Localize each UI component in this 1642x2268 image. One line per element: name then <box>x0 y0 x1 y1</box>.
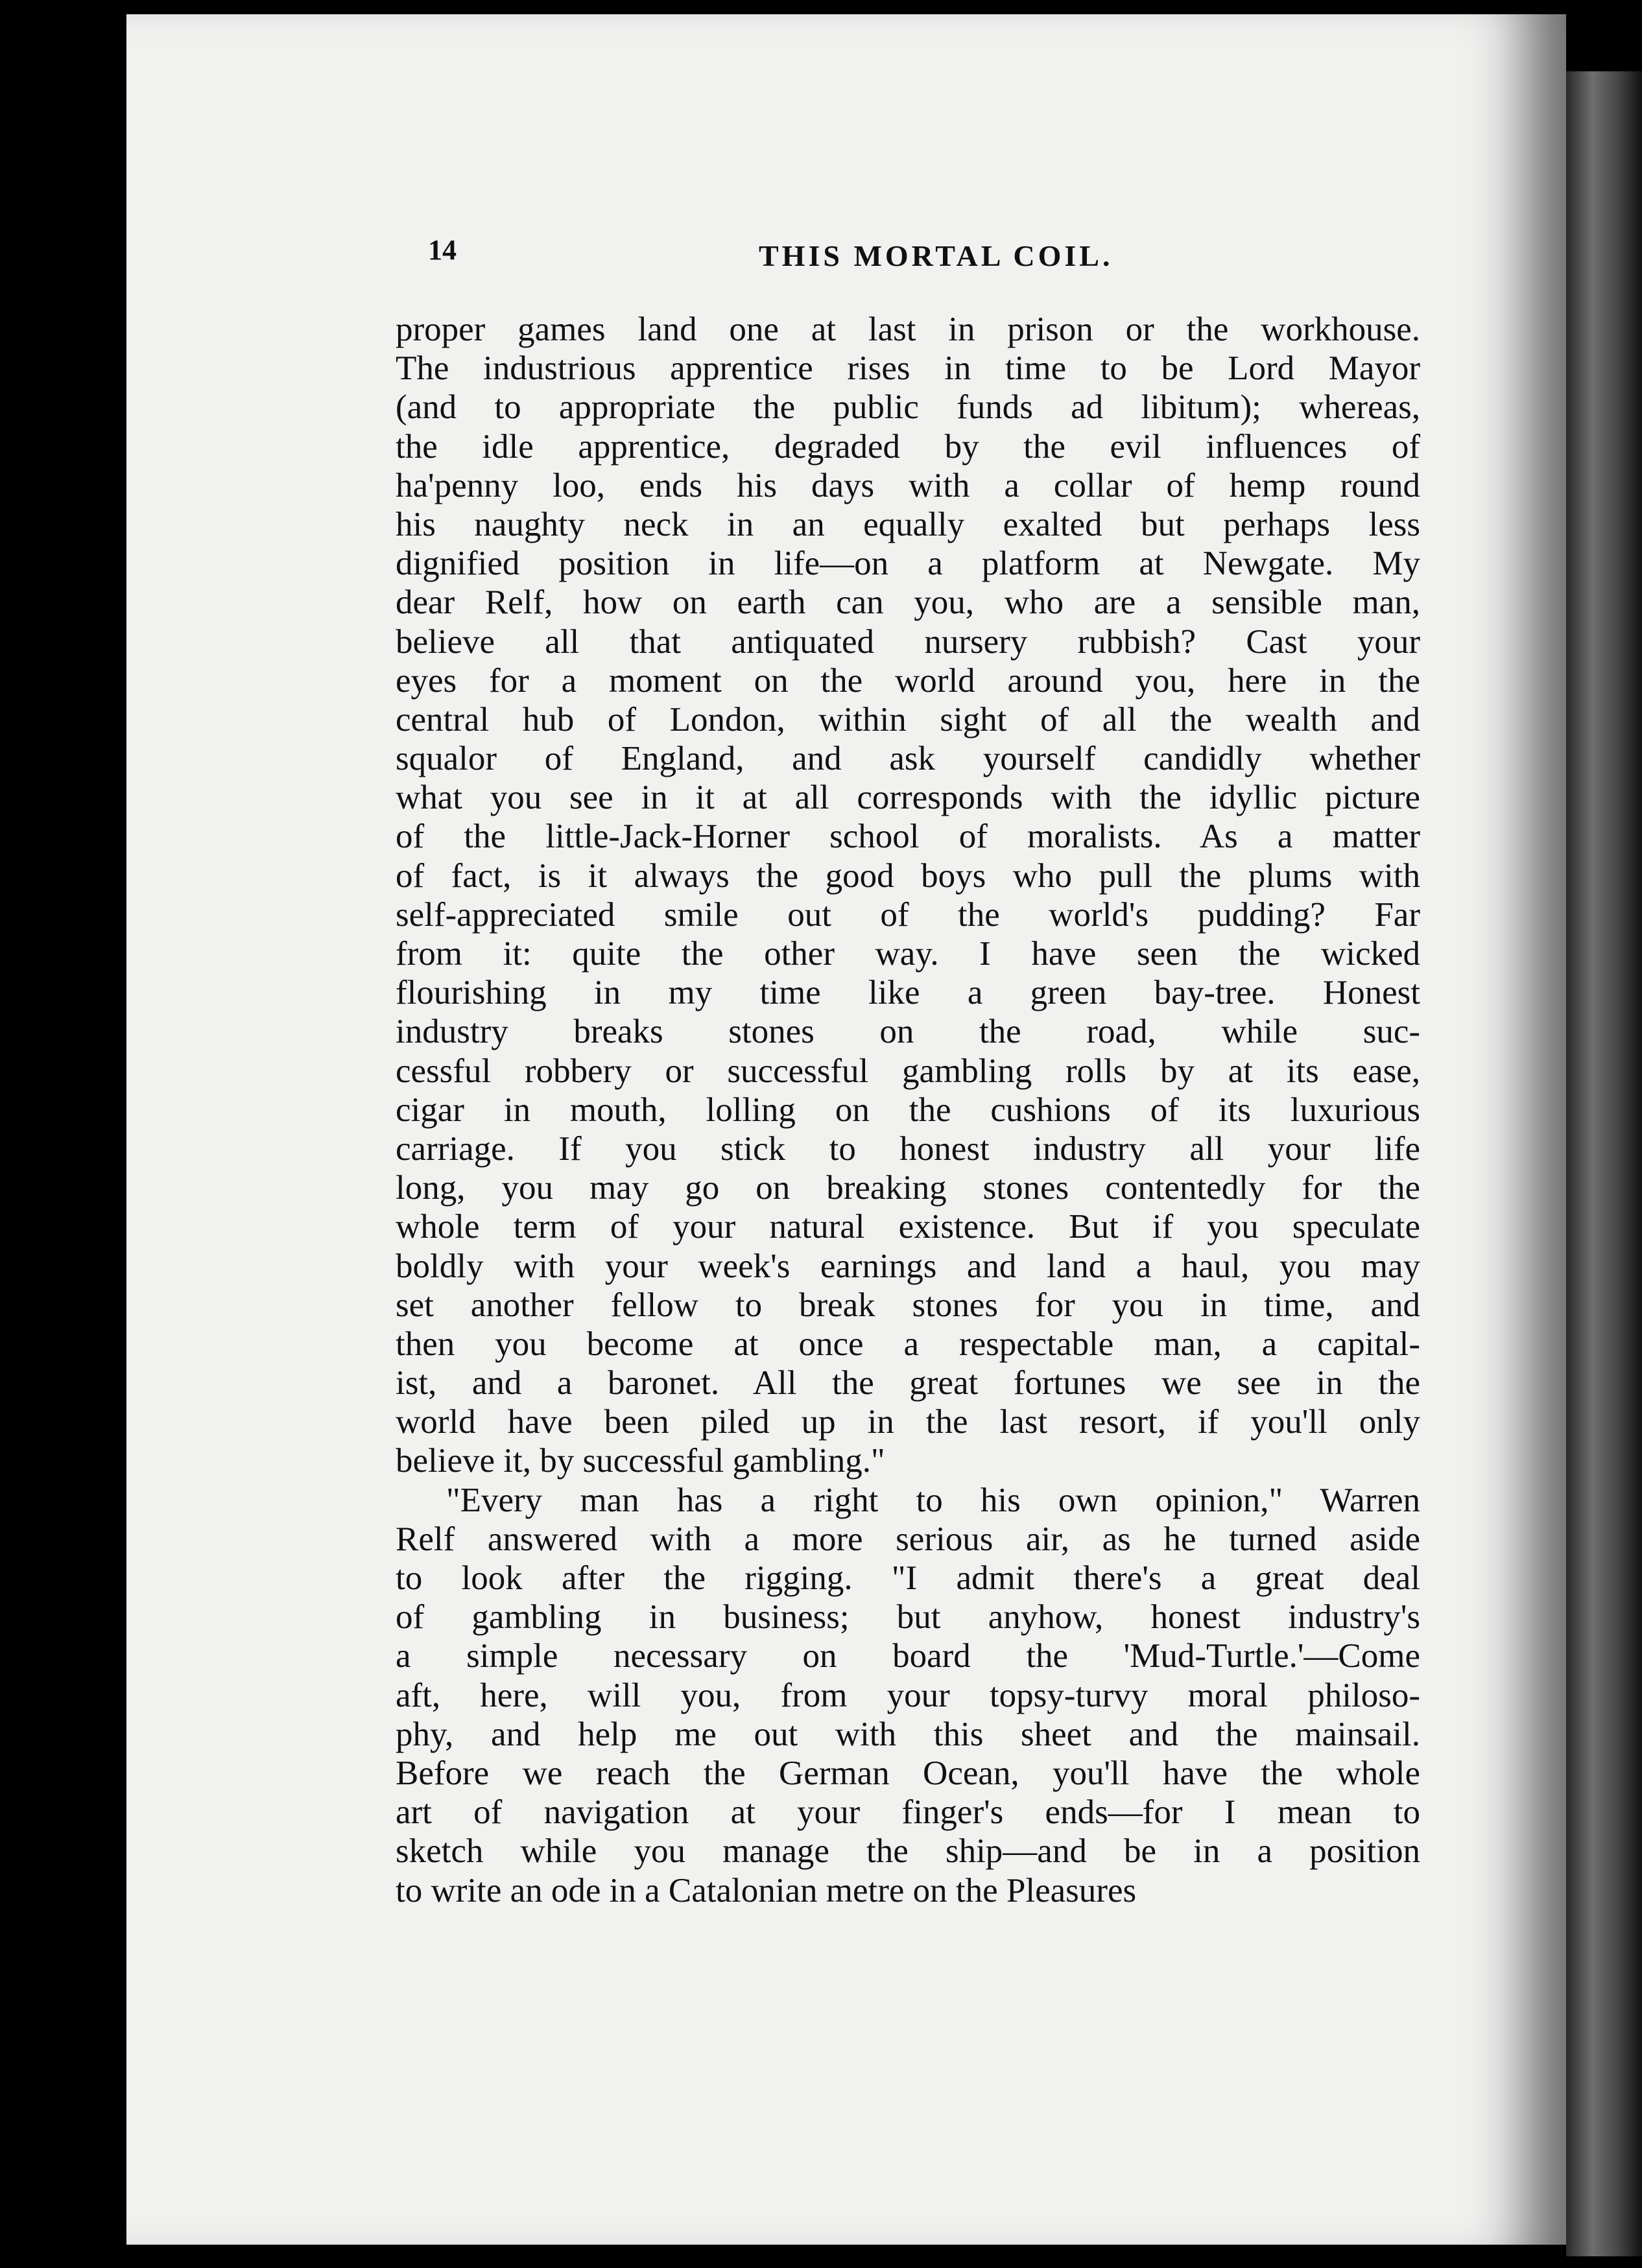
text-line: sketch while you manage the ship—and be in a position <box>396 1832 1420 1871</box>
page-edge <box>1566 71 1642 2256</box>
text-line: self-appreciated smile out of the world's pudding? Far <box>396 895 1420 934</box>
text-line: flourishing in my time like a green bay-tree. Honest <box>396 974 1420 1012</box>
text-line: boldly with your week's earnings and land a haul, you may <box>396 1247 1420 1285</box>
text-line: then you become at once a respectable man, a capital- <box>396 1325 1420 1363</box>
text-line: dignified position in life—on a platform at Newgate. My <box>396 545 1420 583</box>
text-line: cigar in mouth, lolling on the cushions of its luxurious <box>396 1091 1420 1129</box>
text-line: cessful robbery or successful gambling rolls by at its ease, <box>396 1052 1420 1090</box>
text-line: Relf answered with a more serious air, as he turned aside <box>396 1520 1420 1558</box>
text-line: from it: quite the other way. I have seen the wicked <box>396 935 1420 973</box>
text-line: whole term of your natural existence. But if you speculate <box>396 1208 1420 1246</box>
text-line: the idle apprentice, degraded by the evil influences of <box>396 427 1420 466</box>
text-line: (and to appropriate the public funds ad libitum); whereas, <box>396 388 1420 427</box>
text-line: of gambling in business; but anyhow, honest industry's <box>396 1598 1420 1636</box>
text-line: Before we reach the German Ocean, you'll have the whole <box>396 1754 1420 1792</box>
text-line: long, you may go on breaking stones contentedly for the <box>396 1169 1420 1207</box>
text-line: of the little-Jack-Horner school of moralists. As a matter <box>396 818 1420 856</box>
running-title: THIS MORTAL COIL. <box>759 239 1113 272</box>
text-line: phy, and help me out with this sheet and the mainsail. <box>396 1715 1420 1753</box>
page-number: 14 <box>428 234 457 266</box>
text-line: of fact, is it always the good boys who pull the plums with <box>396 856 1420 895</box>
text-line: world have been piled up in the last resort, if you'll only <box>396 1403 1420 1441</box>
text-line: to write an ode in a Catalonian metre on the Pleasures <box>396 1871 1137 1909</box>
text-line: central hub of London, within sight of all the wealth and <box>396 700 1420 738</box>
text-line: "Every man has a right to his own opinion," Warren <box>446 1481 1420 1519</box>
text-line: proper games land one at last in prison or the workhouse. <box>396 311 1420 348</box>
text-line: industry breaks stones on the road, while suc- <box>396 1013 1420 1051</box>
text-line: The industrious apprentice rises in time to be Lord Mayor <box>396 349 1420 388</box>
text-line: ist, and a baronet. All the great fortunes we see in the <box>396 1364 1420 1402</box>
text-line: what you see in it at all corresponds with the idyllic picture <box>396 779 1420 817</box>
text-line: carriage. If you stick to honest industry all your life <box>396 1129 1420 1168</box>
page-header <box>428 233 1404 279</box>
text-line: believe all that antiquated nursery rubbish? Cast your <box>396 622 1420 661</box>
text-line: his naughty neck in an equally exalted but perhaps less <box>396 505 1420 543</box>
text-line: art of navigation at your finger's ends—for I mean to <box>396 1793 1420 1832</box>
text-line: a simple necessary on board the 'Mud-Turtle.'—Come <box>396 1637 1420 1675</box>
text-line: dear Relf, how on earth can you, who are a sensible man, <box>396 584 1420 622</box>
text-line: believe it, by successful gambling." <box>396 1442 885 1480</box>
text-line: set another fellow to break stones for you in time, and <box>396 1286 1420 1324</box>
text-line: aft, here, will you, from your topsy-turvy moral philoso- <box>396 1676 1420 1714</box>
text-line: squalor of England, and ask yourself candidly whether <box>396 740 1420 778</box>
text-line: to look after the rigging. "I admit there's a great deal <box>396 1559 1420 1597</box>
text-line: eyes for a moment on the world around you, here in the <box>396 661 1420 700</box>
body-text <box>396 310 1420 1910</box>
text-line: ha'penny loo, ends his days with a collar of hemp round <box>396 466 1420 504</box>
